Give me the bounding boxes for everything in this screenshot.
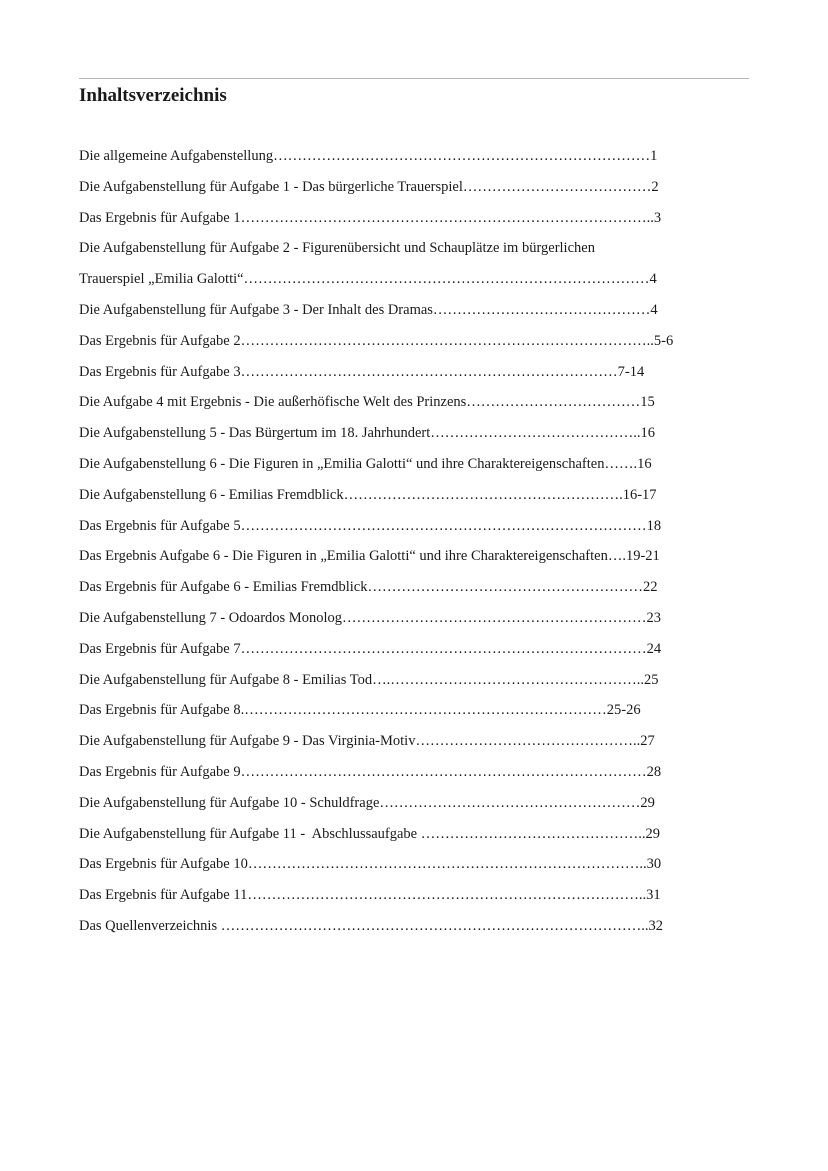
toc-entry: Die Aufgabenstellung 6 - Die Figuren in „Emilia Galotti“ und ihre Charaktereigenschaften…….16: [79, 455, 652, 472]
toc-entry: Die allgemeine Aufgabenstellung……………………………………………………………………1: [79, 148, 658, 164]
toc-list: [79, 144, 759, 945]
toc-entry: Das Ergebnis für Aufgabe 6 - Emilias Fremdblick…………………………………………………22: [79, 579, 658, 596]
toc-entry: Das Ergebnis für Aufgabe 7…………………………………………………………………………24: [79, 640, 662, 657]
toc-entry: Das Ergebnis für Aufgabe 11………………………………………………………………………..31: [79, 887, 661, 904]
toc-entry: Die Aufgabenstellung für Aufgabe 9 - Das Virginia-Motiv………………………………………..27: [79, 733, 655, 750]
toc-entry: Die Aufgabenstellung für Aufgabe 10 - Schuldfrage………………………………………………29: [79, 794, 655, 811]
toc-entry: Das Ergebnis für Aufgabe 8.…………………………………………………………………25-26: [79, 702, 641, 719]
toc-entry: Das Ergebnis Aufgabe 6 - Die Figuren in „Emilia Galotti“ und ihre Charaktereigenschaften….19-21: [79, 548, 660, 565]
toc-entry: Das Ergebnis für Aufgabe 2…………………………………………………………………………..5-6: [79, 332, 674, 349]
toc-entry: Die Aufgabenstellung für Aufgabe 8 - Emilias Tod….……………………………………………..25: [79, 671, 659, 688]
toc-entry: Die Aufgabenstellung für Aufgabe 1 - Das bürgerliche Trauerspiel…………………………………2: [79, 178, 659, 195]
toc-entry: Die Aufgabenstellung 6 - Emilias Fremdblick………………………………………………….16-17: [79, 486, 657, 503]
toc-entry: Das Ergebnis für Aufgabe 10………………………………………………………………………..30: [79, 856, 662, 873]
header-rule: [79, 78, 749, 79]
toc-entry: Die Aufgabenstellung 5 - Das Bürgertum im 18. Jahrhundert……………………………………..16: [79, 425, 656, 442]
toc-entry: Die Aufgabenstellung für Aufgabe 2 - Figurenübersicht und Schauplätze im bürgerlichen: [79, 240, 595, 257]
toc-entry: Die Aufgabenstellung 7 - Odoardos Monolog………………………………………………………23: [79, 609, 661, 626]
toc-entry: Das Ergebnis für Aufgabe 3……………………………………………………………………7-14: [79, 363, 645, 380]
toc-entry: Die Aufgabenstellung für Aufgabe 11 - Abschlussaufgabe ………………………………………..29: [79, 825, 660, 842]
toc-entry: Das Ergebnis für Aufgabe 5…………………………………………………………………………18: [79, 517, 662, 534]
toc-entry: Die Aufgabenstellung für Aufgabe 3 - Der Inhalt des Dramas………………………………………4: [79, 301, 658, 318]
toc-entry: Die Aufgabe 4 mit Ergebnis - Die außerhöfische Welt des Prinzens………………………………15: [79, 394, 655, 411]
toc-entry: Das Quellenverzeichnis ……………………………………………………………………………..32: [79, 917, 663, 934]
toc-entry: Das Ergebnis für Aufgabe 1…………………………………………………………………………..3: [79, 209, 662, 226]
toc-heading: Inhaltsverzeichnis: [79, 85, 227, 106]
toc-entry: Das Ergebnis für Aufgabe 9…………………………………………………………………………28: [79, 763, 662, 780]
toc-entry: Trauerspiel „Emilia Galotti“…………………………………………………………………………4: [79, 271, 657, 288]
